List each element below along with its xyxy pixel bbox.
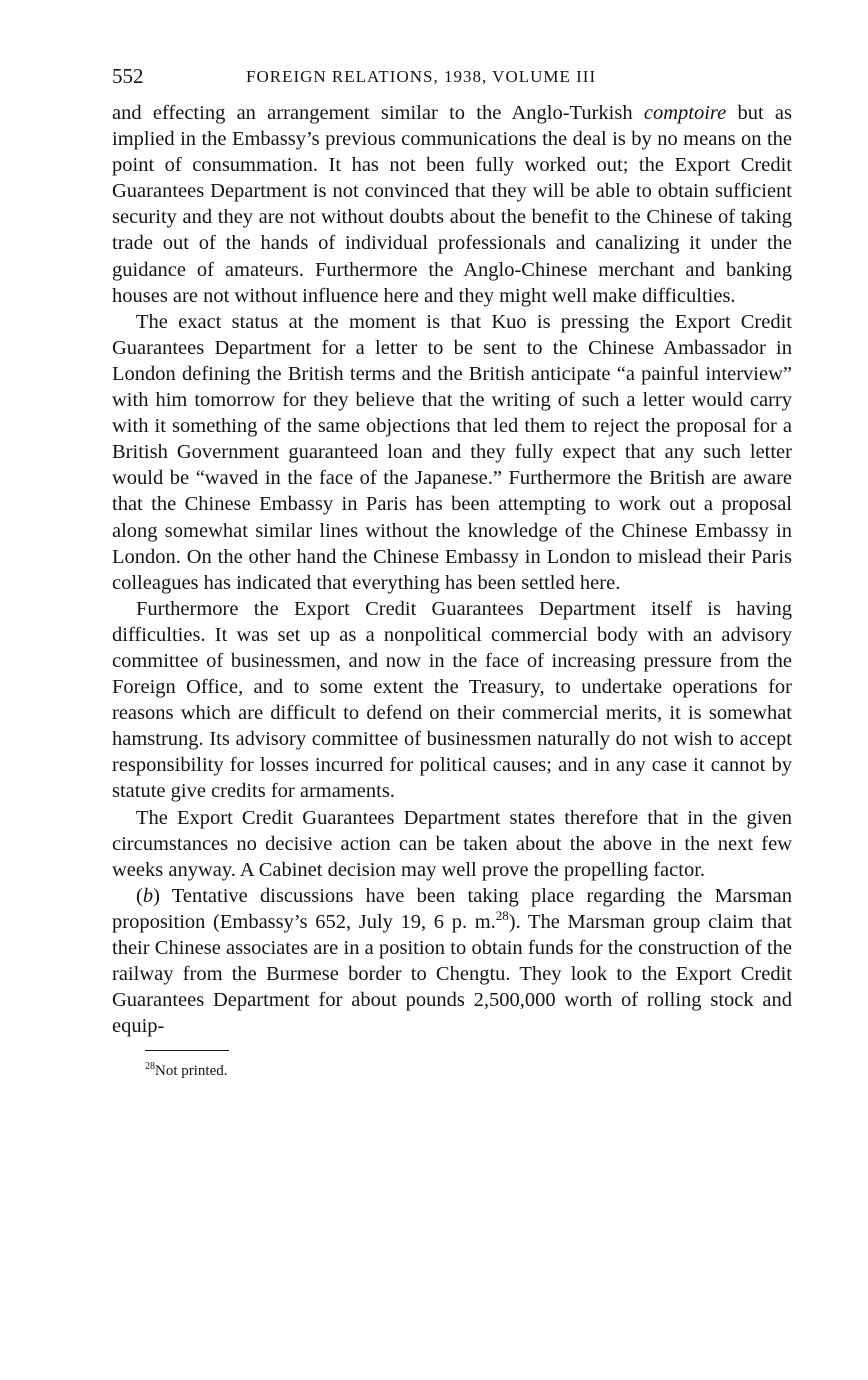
paragraph-2: The exact status at the moment is that Kuo is pressing the Export Credit Guarantees Department for a letter to be sent to the Chinese Ambassador in London defining the British terms and the British anticipate “a painful interview” with him tomorrow for they believe that the writing of such a letter would carry with it something of the same objections that led them to reject the proposal for a British Government guaranteed loan and they fully expect that any such letter would be “waved in the face of the Japanese.” Furthermore the British are aware that the Chinese Embassy in Paris has been attempting to work out a proposal along somewhat similar lines without the knowledge of the Chinese Embassy in London. On the other hand the Chinese Embassy in London to mislead their Paris colleagues has indicated that everything has been settled here. xyxy=(112,310,792,594)
document-page xyxy=(112,60,792,1081)
footnote-reference: 28 xyxy=(495,908,509,924)
paragraph-1-lead: and effecting an arrangement similar to the Anglo-Turkish xyxy=(112,102,644,124)
paragraph-3: Furthermore the Export Credit Guarantees Department itself is having difficulties. It was set up as a nonpolitical commercial body with an advisory committee of businessmen, and now in the face of increasing pressure from the Foreign Office, and to some extent the Treasury, to undertake operations for reasons which are difficult to defend on their commercial merits, it is somewhat hamstrung. Its advisory committee of businessmen naturally do not wish to accept responsibility for losses incurred for political causes; and in any case it cannot by statute give credits for armaments. xyxy=(112,597,792,803)
body-text xyxy=(112,100,792,1039)
paragraph-5-part-2: ). The Marsman group claim that their Chinese associates are in a position to obtain funds for the construction of the railway from the Burmese border to Chengtu. They look to the Export Credit Guarantees Department for about pounds 2,500,000 worth of rolling stock and equip- xyxy=(112,910,792,1038)
footnote-text: Not printed. xyxy=(155,1063,228,1080)
page-number: 552 xyxy=(112,64,144,88)
paragraph-4: The Export Credit Guarantees Department states therefore that in the given circumstances no decisive action can be taken about the above in the next few weeks anyway. A Cabinet decision may well prove the propelling factor. xyxy=(112,806,792,881)
paragraph-5-item-letter: b xyxy=(142,884,154,907)
footnote xyxy=(145,1061,792,1081)
running-header xyxy=(112,60,792,100)
italic-term-comptoire: comptoire xyxy=(643,102,727,124)
paragraph-1-rest: but as implied in the Embassy’s previous communications the deal is by no means on the point of consummation. It has not been fully worked out; the Export Credit Guarantees Department is not convinced that they will be able to obtain sufficient security and they are not without doubts about the benefit to the Chinese of taking trade out of the hands of individual professionals and canalizing it under the guidance of amateurs. Furthermore the Anglo-Chinese merchant and banking houses are not without influence here and they might well make difficulties. xyxy=(112,102,793,307)
running-title: FOREIGN RELATIONS, 1938, VOLUME III xyxy=(246,67,597,86)
footnote-divider xyxy=(145,1050,229,1051)
footnote-mark: 28 xyxy=(145,1061,155,1073)
paragraph-5-open-paren: ( xyxy=(136,884,143,907)
paragraph-1 xyxy=(112,100,792,309)
paragraph-5-part-1: ) Tentative discussions have been taking place regarding the Marsman proposition (Embassy’s 652, July 19, 6 p. m. xyxy=(112,884,792,933)
paragraph-5 xyxy=(112,883,792,1040)
